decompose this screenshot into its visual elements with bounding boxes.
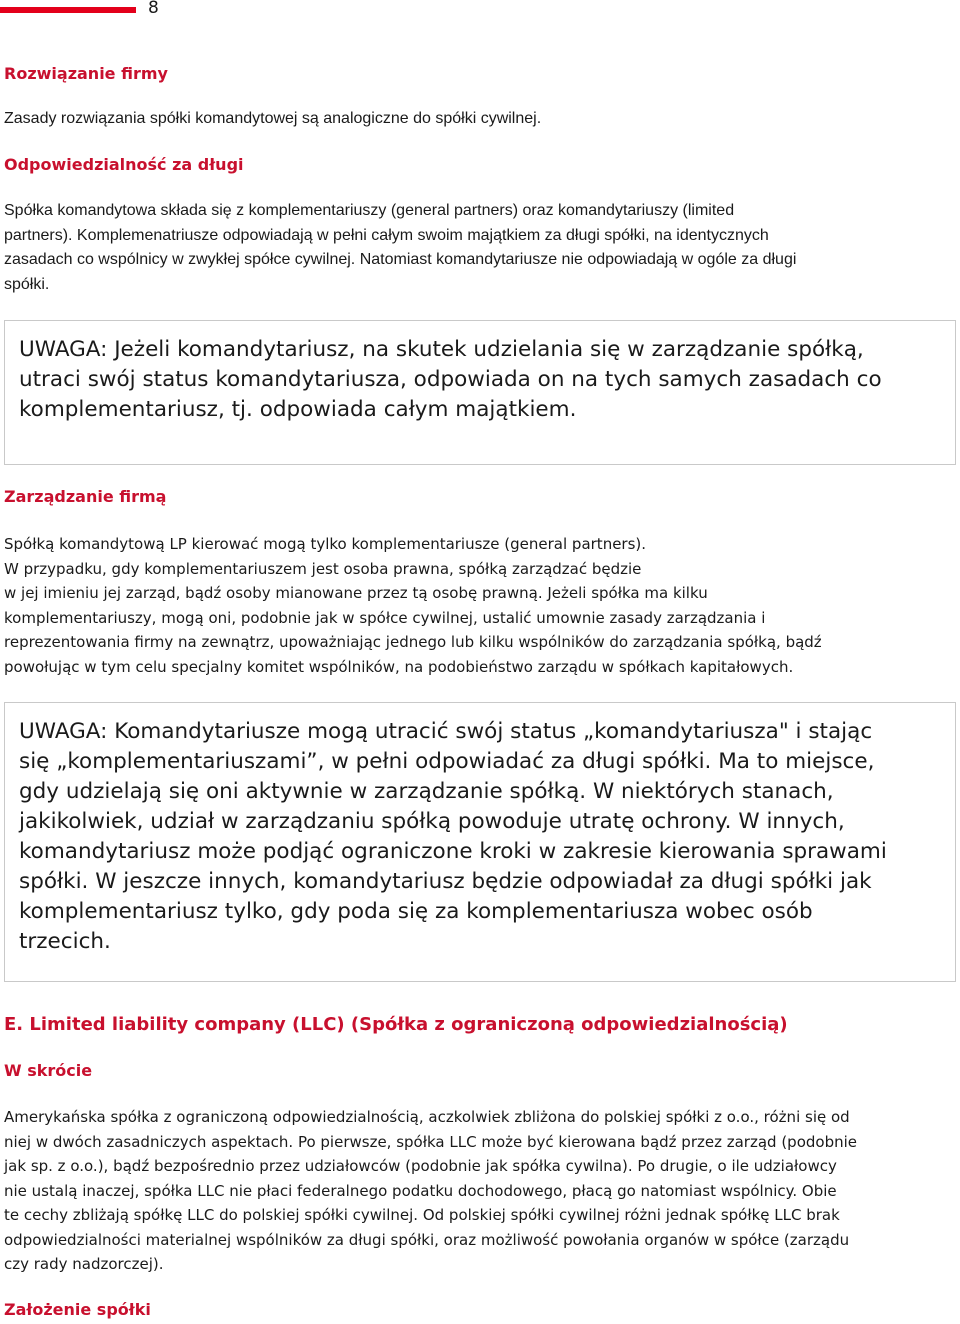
heading-llc: E. Limited liability company (LLC) (Spółka z ograniczoną odpowiedzialnością) [4,1014,788,1035]
management-text: Spółką komandytową LP kierować mogą tylko komplementariusze (general partners). W przypadku, gdy komplementariuszem jest osoba prawna, spółką zarządzać będzie w jej imieniu jej zarząd, bądź osoby mianowane przez tą osobę prawną. Jeżeli spółka ma kilku komplementariuszy, mogą oni, podobnie jak w spółce cywilnej, ustalić umownie zasady zarządzania i reprezentowania firmy na zewnątrz, upoważniając jednego lub kilku wspólników do zarządzania spółką, bądź powołując w tym celu specjalny komitet wspólników, na podobieństwo zarządu w spółkach kapitałowych. [4,535,822,676]
header-red-bar [0,7,136,13]
heading-summary: W skrócie [4,1061,93,1080]
heading-founding: Założenie spółki [4,1300,151,1319]
callout-status-loss-warning: UWAGA: Komandytariusze mogą utracić swój status „komandytariusza" i stając się „komplementariuszami”, w pełni odpowiadać za długi spółki. Ma to miejsce, gdy udzielają się oni aktywnie w zarządzanie spółką. W niektórych stanach, jakikolwiek, udział w zarządzaniu spółką powoduje utratę ochrony. W innych, komandytariusz może podjąć ograniczone kroki w zakresie kierowania sprawami spółki. W jeszcze innych, komandytariusz będzie odpowiadał za długi spółki jak komplementariusz tylko, gdy poda się za komplementariusza wobec osób trzecich. [4,702,956,982]
page-header [0,0,960,24]
callout-limited-partner-warning: UWAGA: Jeżeli komandytariusz, na skutek udzielania się w zarządzanie spółką, utraci swój status komandytariusza, odpowiada on na tych samych zasadach co komplementariusz, tj. odpowiada całym majątkiem. [4,320,956,465]
liability-text: Spółka komandytowa składa się z komplementariuszy (general partners) oraz komandytariuszy (limited partners). Komplemenatriusze odpowiadają w pełni całym swoim majątkiem za długi spółki, na identycznych zasadach co wspólnicy w zwykłej spółce cywilnej. Natomiast komandytariusze nie odpowiadają w ogóle za długi spółki. [4,202,797,293]
heading-dissolution: Rozwiązanie firmy [4,64,168,83]
heading-management: Zarządzanie firmą [4,487,167,506]
dissolution-text: Zasady rozwiązania spółki komandytowej są analogiczne do spółki cywilnej. [4,110,542,127]
summary-text: Amerykańska spółka z ograniczoną odpowiedzialnością, aczkolwiek zbliżona do polskiej spółki z o.o., różni się od niej w dwóch zasadniczych aspektach. Po pierwsze, spółka LLC może być kierowana bądź przez zarząd (podobnie jak sp. z o.o.), bądź bezpośrednio przez udziałowców (podobnie jak spółka cywilna). Po drugie, o ile udziałowcy nie ustalą inaczej, spółka LLC nie płaci federalnego podatku dochodowego, płacą go natomiast wspólnicy. Obie te cechy zbliżają spółkę LLC do polskiej spółki cywilnej. Od polskiej spółki cywilnej różni jednak spółkę LLC brak odpowiedzialności materialnej wspólników za długi spółki, oraz możliwość powołania organów w spółce (zarządu czy rady nadzorczej). [4,1108,858,1273]
heading-liability: Odpowiedzialność za długi [4,155,244,174]
page-number: 8 [148,0,159,18]
